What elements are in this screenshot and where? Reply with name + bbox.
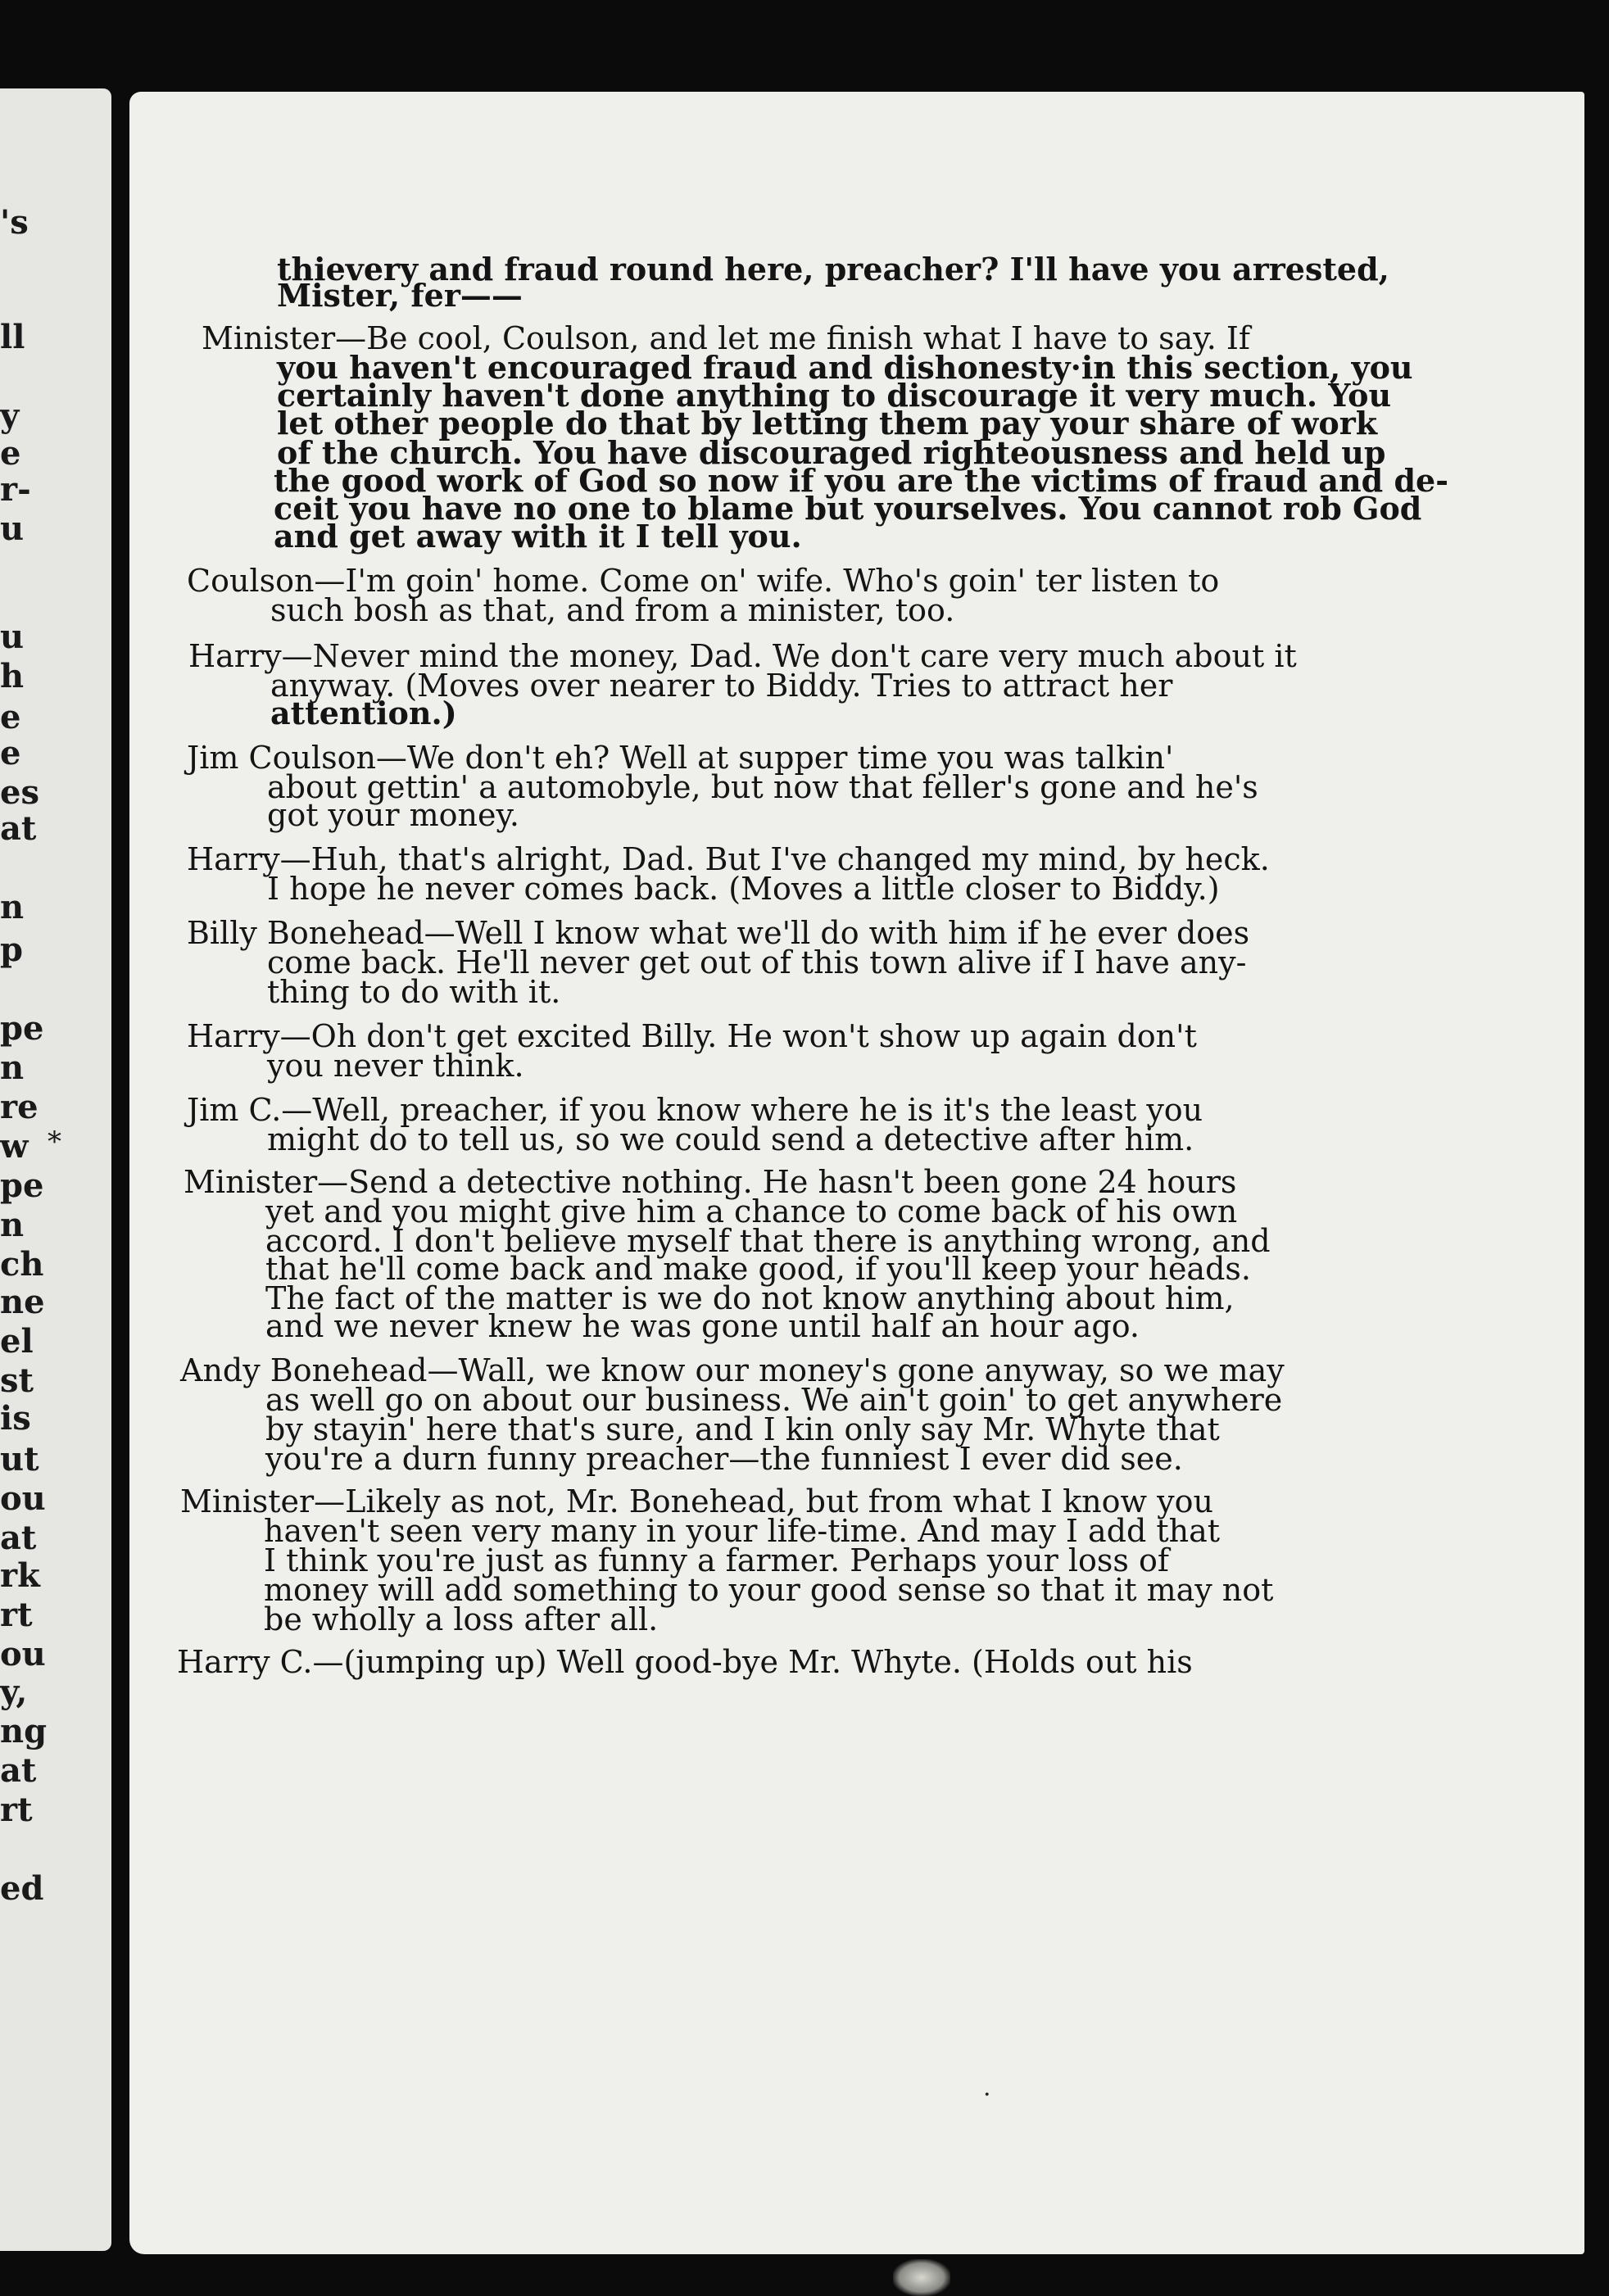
- text-line: The fact of the matter is we do not know anything about him,: [265, 1280, 1235, 1316]
- left-page-fragment: ut: [0, 1440, 39, 1479]
- text-line: Jim Coulson—We don't eh? Well at supper time you was talkin': [187, 740, 1174, 776]
- left-page-fragment: rt: [0, 1791, 33, 1829]
- text-line: haven't seen very many in your life-time. And may I add that: [264, 1513, 1221, 1549]
- text-line: got your money.: [267, 797, 519, 833]
- text-line: Billy Bonehead—Well I know what we'll do with him if he ever does: [187, 915, 1250, 951]
- left-page-fragment: w: [0, 1127, 29, 1166]
- text-line: anyway. (Moves over nearer to Biddy. Tries to attract her: [270, 668, 1173, 704]
- text-line: you never think.: [267, 1048, 524, 1084]
- document-page: [129, 92, 1584, 2254]
- text-line: and get away with it I tell you.: [274, 518, 802, 555]
- left-page-fragment: rt: [0, 1596, 33, 1634]
- left-page-fragment: y,: [0, 1673, 28, 1711]
- left-page-fragment: ou: [0, 1635, 46, 1673]
- left-page-fragment: n: [0, 1206, 25, 1244]
- left-page-fragment: u: [0, 509, 25, 548]
- text-line: Harry—Oh don't get excited Billy. He won't show up again don't: [187, 1018, 1197, 1054]
- left-page-fragment: at: [0, 1751, 37, 1790]
- left-page-fragment: re: [0, 1088, 39, 1126]
- left-page-fragment: e: [0, 734, 21, 772]
- text-line: Minister—Send a detective nothing. He hasn't been gone 24 hours: [184, 1164, 1237, 1200]
- left-page-fragment: h: [0, 657, 25, 695]
- left-page-fragment: e: [0, 434, 21, 473]
- text-line: be wholly a loss after all.: [264, 1601, 659, 1637]
- left-page-fragment: p: [0, 931, 23, 969]
- text-line: ceit you have no one to blame but yourselves. You cannot rob God: [274, 490, 1422, 527]
- text-line: might do to tell us, so we could send a detective after him.: [267, 1121, 1194, 1157]
- text-line: certainly haven't done anything to discourage it very much. You: [277, 377, 1392, 414]
- left-page-fragment: ch: [0, 1245, 44, 1284]
- text-line: come back. He'll never get out of this town alive if I have any-: [267, 944, 1247, 980]
- text-line: accord. I don't believe myself that there is anything wrong, and: [265, 1223, 1271, 1259]
- left-page-fragment: y: [0, 396, 20, 435]
- left-page-fragment: e: [0, 698, 21, 736]
- left-page-fragment: st: [0, 1361, 34, 1400]
- left-page-fragment: n: [0, 1048, 25, 1087]
- text-line: Harry—Never mind the money, Dad. We don't care very much about it: [188, 638, 1297, 674]
- text-line: Minister—Likely as not, Mr. Bonehead, but from what I know you: [180, 1483, 1213, 1519]
- text-line: Harry C.—(jumping up) Well good-bye Mr. Whyte. (Holds out his: [177, 1644, 1193, 1680]
- text-line: and we never knew he was gone until half an hour ago.: [265, 1308, 1140, 1344]
- text-line: thievery and fraud round here, preacher? I'll have you arrested,: [277, 251, 1389, 288]
- left-page-fragment: pe: [0, 1009, 44, 1048]
- left-page-fragment: ou: [0, 1479, 46, 1518]
- text-line: yet and you might give him a chance to come back of his own: [265, 1193, 1238, 1230]
- left-page-fragment: rk: [0, 1556, 40, 1595]
- text-line: such bosh as that, and from a minister, too.: [270, 592, 955, 628]
- left-page-fragment: n: [0, 888, 25, 926]
- binding-mark: [893, 2259, 950, 2296]
- left-page-edge: [0, 88, 111, 2251]
- text-line: I think you're just as funny a farmer. Perhaps your loss of: [264, 1542, 1169, 1578]
- left-page-fragment: ll: [0, 318, 25, 356]
- text-line: Andy Bonehead—Wall, we know our money's gone anyway, so we may: [180, 1352, 1285, 1388]
- text-line: Mister, fer——: [277, 277, 523, 314]
- left-page-fragment: ed: [0, 1869, 44, 1908]
- left-page-fragment: ne: [0, 1283, 45, 1321]
- text-line: attention.): [270, 695, 457, 731]
- text-line: as well go on about our business. We ain't goin' to get anywhere: [265, 1382, 1283, 1418]
- left-page-fragment: is: [0, 1399, 31, 1438]
- left-page-fragment: el: [0, 1322, 34, 1361]
- left-page-fragment: u: [0, 618, 25, 656]
- text-line: money will add something to your good sense so that it may not: [264, 1572, 1274, 1608]
- text-line: thing to do with it.: [267, 974, 561, 1010]
- text-line: Coulson—I'm goin' home. Come on' wife. Who's goin' ter listen to: [187, 563, 1220, 599]
- text-line: the good work of God so now if you are the victims of fraud and de-: [274, 462, 1448, 499]
- text-line: you haven't encouraged fraud and dishonesty·in this section, you: [277, 349, 1413, 386]
- left-page-fragment: at: [0, 809, 37, 848]
- left-page-fragment: at: [0, 1519, 37, 1557]
- left-page-fragment: es: [0, 773, 39, 812]
- margin-asterisk: *: [48, 1125, 61, 1158]
- text-line: by stayin' here that's sure, and I kin only say Mr. Whyte that: [265, 1411, 1220, 1447]
- left-page-fragment: pe: [0, 1166, 44, 1205]
- text-line: I hope he never comes back. (Moves a little closer to Biddy.): [267, 871, 1220, 907]
- text-line: Minister—Be cool, Coulson, and let me finish what I have to say. If: [202, 320, 1250, 356]
- text-line: you're a durn funny preacher—the funniest I ever did see.: [265, 1441, 1183, 1477]
- text-line: Harry—Huh, that's alright, Dad. But I've changed my mind, by heck.: [187, 841, 1270, 877]
- text-line: of the church. You have discouraged righteousness and held up: [277, 434, 1386, 471]
- left-page-fragment: r-: [0, 470, 31, 509]
- left-page-fragment: 's: [0, 203, 29, 242]
- margin-dot: ·: [983, 2081, 991, 2109]
- text-line: that he'll come back and make good, if you'll keep your heads.: [265, 1251, 1251, 1287]
- text-line: Jim C.—Well, preacher, if you know where he is it's the least you: [187, 1092, 1203, 1128]
- text-line: let other people do that by letting them pay your share of work: [277, 405, 1378, 442]
- text-line: about gettin' a automobyle, but now that feller's gone and he's: [267, 769, 1258, 805]
- left-page-fragment: ng: [0, 1712, 48, 1750]
